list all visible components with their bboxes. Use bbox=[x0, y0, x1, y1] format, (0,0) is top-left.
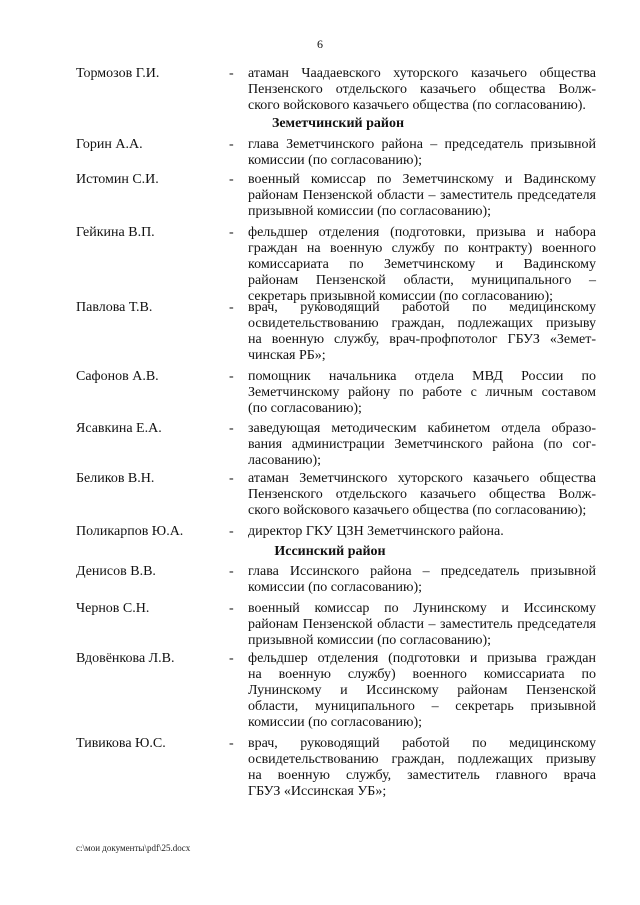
member-name: Беликов В.Н. bbox=[76, 471, 155, 486]
member-role: глава Земетчинского района – председатель призывной комиссии (по согласованию); bbox=[248, 137, 596, 168]
section-heading-zemetchino: Земетчинский район bbox=[271, 116, 405, 131]
member-name: Ясавкина Е.А. bbox=[76, 421, 162, 436]
member-name: Денисов В.В. bbox=[76, 564, 156, 579]
dash: - bbox=[229, 564, 234, 579]
member-name: Вдовёнкова Л.В. bbox=[76, 651, 175, 666]
member-role: военный комиссар по Земетчинскому и Вадинскому районам Пензенской области – заместитель председателя призывной комиссии (по согласованию); bbox=[248, 172, 596, 219]
member-role: глава Иссинского района – председатель призывной комиссии (по согласованию); bbox=[248, 564, 596, 595]
member-name: Истомин С.И. bbox=[76, 172, 159, 187]
member-role: атаман Земетчинского хуторского казачьего общества Пензенского отдельского казачьего общества Волж- ского войскового казачьего общества (по согласованию); bbox=[248, 471, 596, 518]
dash: - bbox=[229, 736, 234, 751]
dash: - bbox=[229, 524, 234, 539]
member-role: фельдшер отделения (подготовки, призыва и набора граждан на военную службу по контракту) военного комиссариата по Земетчинскому и Вадинскому районам Пензенской области, муниципального – секретарь призывной комиссии (по согласованию); bbox=[248, 225, 596, 304]
member-name: Сафонов А.В. bbox=[76, 369, 159, 384]
member-name: Тормозов Г.И. bbox=[76, 66, 160, 81]
dash: - bbox=[229, 172, 234, 187]
member-role: помощник начальника отдела МВД России по Земетчинскому району по работе с личным составом (по согласованию); bbox=[248, 369, 596, 416]
dash: - bbox=[229, 651, 234, 666]
member-role: врач, руководящий работой по медицинскому освидетельствованию граждан, подлежащих призыву на военную службу, врач-профпотолог ГБУЗ «Земет- чинская РБ»; bbox=[248, 300, 596, 363]
member-role: фельдшер отделения (подготовки и призыва граждан на военную службу) военного комиссариата по Лунинскому и Иссинскому районам Пензенской области, муниципального – секретарь призывной комиссии (по согласованию); bbox=[248, 651, 596, 730]
page-number: 6 bbox=[317, 37, 323, 51]
member-name: Поликарпов Ю.А. bbox=[76, 524, 184, 539]
member-name: Гейкина В.П. bbox=[76, 225, 155, 240]
member-role: директор ГКУ ЦЗН Земетчинского района. bbox=[248, 524, 504, 539]
member-role: атаман Чаадаевского хуторского казачьего общества Пензенского отдельского казачьего общества Волж- ского войскового казачьего общества (по согласованию). bbox=[248, 66, 596, 113]
member-name: Чернов С.Н. bbox=[76, 601, 150, 616]
member-role: врач, руководящий работой по медицинскому освидетельствованию граждан, подлежащих призыву на военную службу, заместитель главного врача ГБУЗ «Иссинская УБ»; bbox=[248, 736, 596, 799]
dash: - bbox=[229, 601, 234, 616]
member-role: заведующая методическим кабинетом отдела образо- вания администрации Земетчинского района (по сог- ласованию); bbox=[248, 421, 596, 468]
dash: - bbox=[229, 471, 234, 486]
section-heading-issa: Иссинский район bbox=[274, 544, 386, 559]
member-name: Павлова Т.В. bbox=[76, 300, 153, 315]
dash: - bbox=[229, 300, 234, 315]
member-role: военный комиссар по Лунинскому и Иссинскому районам Пензенской области – заместитель председателя призывной комиссии (по согласованию); bbox=[248, 601, 596, 648]
member-name: Горин А.А. bbox=[76, 137, 143, 152]
dash: - bbox=[229, 369, 234, 384]
dash: - bbox=[229, 225, 234, 240]
dash: - bbox=[229, 66, 234, 81]
dash: - bbox=[229, 137, 234, 152]
file-path-footer: c:\мои документы\pdf\25.docx bbox=[76, 843, 191, 853]
member-name: Тивикова Ю.С. bbox=[76, 736, 166, 751]
dash: - bbox=[229, 421, 234, 436]
